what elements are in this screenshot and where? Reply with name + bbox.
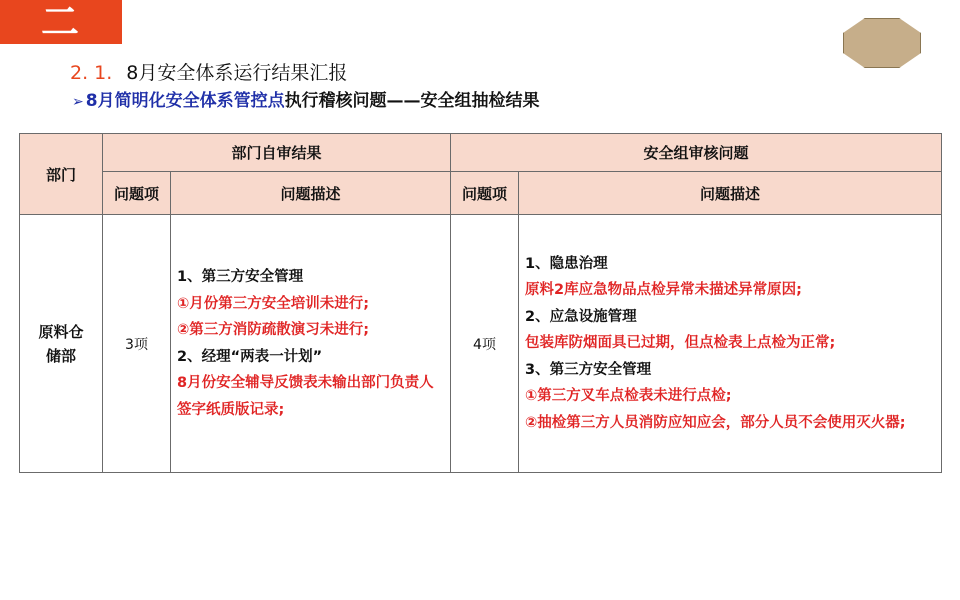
header-safety-count: 问题项 [451,172,519,215]
page-subtitle [72,86,540,111]
self-desc-line: 1、第三方安全管理 [177,269,304,285]
title-number: 2. 1. [70,62,113,84]
self-count-cell: 3项 [103,215,171,473]
safety-desc-line: ②抽检第三方人员消防应知应会，部分人员不会使用灭火器; [525,414,906,431]
dept-name: 原料仓储部 [38,322,84,365]
self-desc-line: ②第三方消防疏散演习未进行; [177,322,370,338]
section-number-badge: 二 [0,0,122,44]
header-self-count: 问题项 [103,172,171,215]
title-text: 8月安全体系运行结果汇报 [126,62,348,84]
arrow-bullet-icon: ➢ [72,94,84,110]
safety-desc-line: 2、应急设施管理 [525,308,637,325]
safety-desc-line: ①第三方叉车点检表未进行点检; [525,388,732,405]
header-self-desc: 问题描述 [171,172,451,215]
octagon-shape [843,18,921,68]
safety-desc-line: 3、第三方安全管理 [525,361,652,378]
subtitle-black-text: 执行稽核问题——安全组抽检结果 [284,91,540,111]
header-dept: 部门 [20,134,103,215]
subtitle-blue-text: 8月简明化安全体系管控点 [85,91,285,111]
table-row [20,215,942,473]
self-desc-line: 8月份安全辅导反馈表未输出部门负责人签字纸质版记录; [177,375,434,418]
safety-desc-cell [519,215,942,473]
safety-desc-line: 包装库防烟面具已过期，但点检表上点检为正常; [525,335,836,352]
safety-count-cell: 4项 [451,215,519,473]
page-title [70,58,347,85]
header-safety-review: 安全组审核问题 [451,134,942,172]
safety-desc-line: 原料2库应急物品点检异常未描述异常原因; [525,282,802,299]
audit-results-table [19,133,942,473]
dept-cell [20,215,103,473]
header-safety-desc: 问题描述 [519,172,942,215]
safety-desc-line: 1、隐患治理 [525,255,608,272]
header-self-review: 部门自审结果 [103,134,451,172]
self-desc-line: ①月份第三方安全培训未进行; [177,295,370,312]
self-desc-line: 2、经理“两表一计划” [177,348,323,365]
self-desc-cell [171,215,451,473]
header-row-1 [20,134,942,172]
header-row-2 [20,172,942,215]
